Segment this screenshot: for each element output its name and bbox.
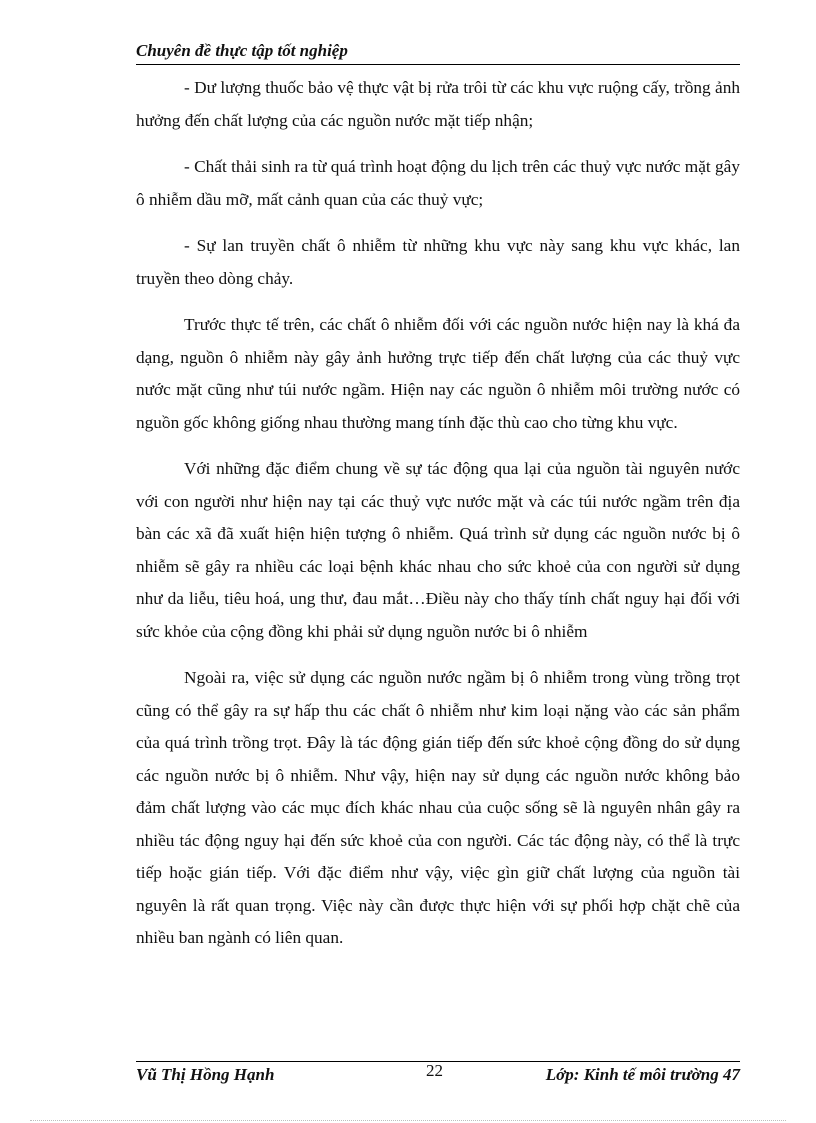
paragraph-bullet-pesticide: - Dư lượng thuốc bảo vệ thực vật bị rửa trôi từ các khu vực ruộng cấy, trồng ảnh hưởng đến chất lượng của các nguồn nước mặt tiếp nhận;: [136, 78, 740, 130]
page-edge-divider: [30, 1120, 786, 1121]
paragraph-health-effects: Với những đặc điểm chung về sự tác động qua lại của nguồn tài nguyên nước với con người như hiện nay tại các thuỷ vực nước mặt và các túi nước ngầm trên địa bàn các xã đã xuất hiện hiện tượng ô nhiễm. Quá trình sử dụng các nguồn nước bị ô nhiễm sẽ gây ra nhiều các loại bệnh khác nhau cho sức khoẻ của con người sử dụng như da liễu, tiêu hoá, ung thư, đau mắt…Điều này cho thấy tính chất nguy hại đối với sức khỏe của cộng đồng khi phải sử dụng nguồn nước bi ô nhiễm: [136, 459, 740, 641]
paragraph-pollution-sources: Trước thực tế trên, các chất ô nhiễm đối với các nguồn nước hiện nay là khá đa dạng, nguồn ô nhiễm này gây ảnh hưởng trực tiếp đến chất lượng của các thuỷ vực nước mặt cũng như túi nước ngầm. Hiện nay các nguồn ô nhiễm môi trường nước có nguồn gốc không giống nhau thường mang tính đặc thù cao cho từng khu vực.: [136, 315, 740, 432]
header-title: Chuyên đề thực tập tốt nghiệp: [136, 41, 348, 60]
paragraph-bullet-spread: - Sự lan truyền chất ô nhiễm từ những khu vực này sang khu vực khác, lan truyền theo dòng chảy.: [136, 236, 740, 288]
paragraph-bullet-tourism: - Chất thải sinh ra từ quá trình hoạt động du lịch trên các thuỷ vực nước mặt gây ô nhiễm dầu mỡ, mất cảnh quan của các thuỷ vực;: [136, 157, 740, 209]
document-body: [136, 72, 740, 969]
page-header: [136, 38, 740, 65]
page-number: 22: [426, 1061, 443, 1080]
footer-author: Vũ Thị Hồng Hạnh: [136, 1065, 275, 1084]
footer-class: Lớp: Kinh tế môi trường 47: [545, 1065, 740, 1084]
paragraph-indirect-effects: Ngoài ra, việc sử dụng các nguồn nước ngầm bị ô nhiễm trong vùng trồng trọt cũng có thể gây ra sự hấp thu các chất ô nhiễm như kim loại nặng vào các sản phẩm của quá trình trồng trọt. Đây là tác động gián tiếp đến sức khoẻ cộng đồng do sử dụng các nguồn nước bị ô nhiễm. Như vậy, hiện nay sử dụng các nguồn nước không bảo đảm chất lượng vào các mục đích khác nhau của cuộc sống sẽ là nguyên nhân gây ra nhiều tác động nguy hại đến sức khoẻ của con người. Các tác động này, có thể là trực tiếp hoặc gián tiếp. Với đặc điểm như vậy, việc gìn giữ chất lượng của nguồn tài nguyên là rất quan trọng. Việc này cần được thực hiện với sự phối hợp chặt chẽ của nhiều ban ngành có liên quan.: [136, 668, 740, 947]
